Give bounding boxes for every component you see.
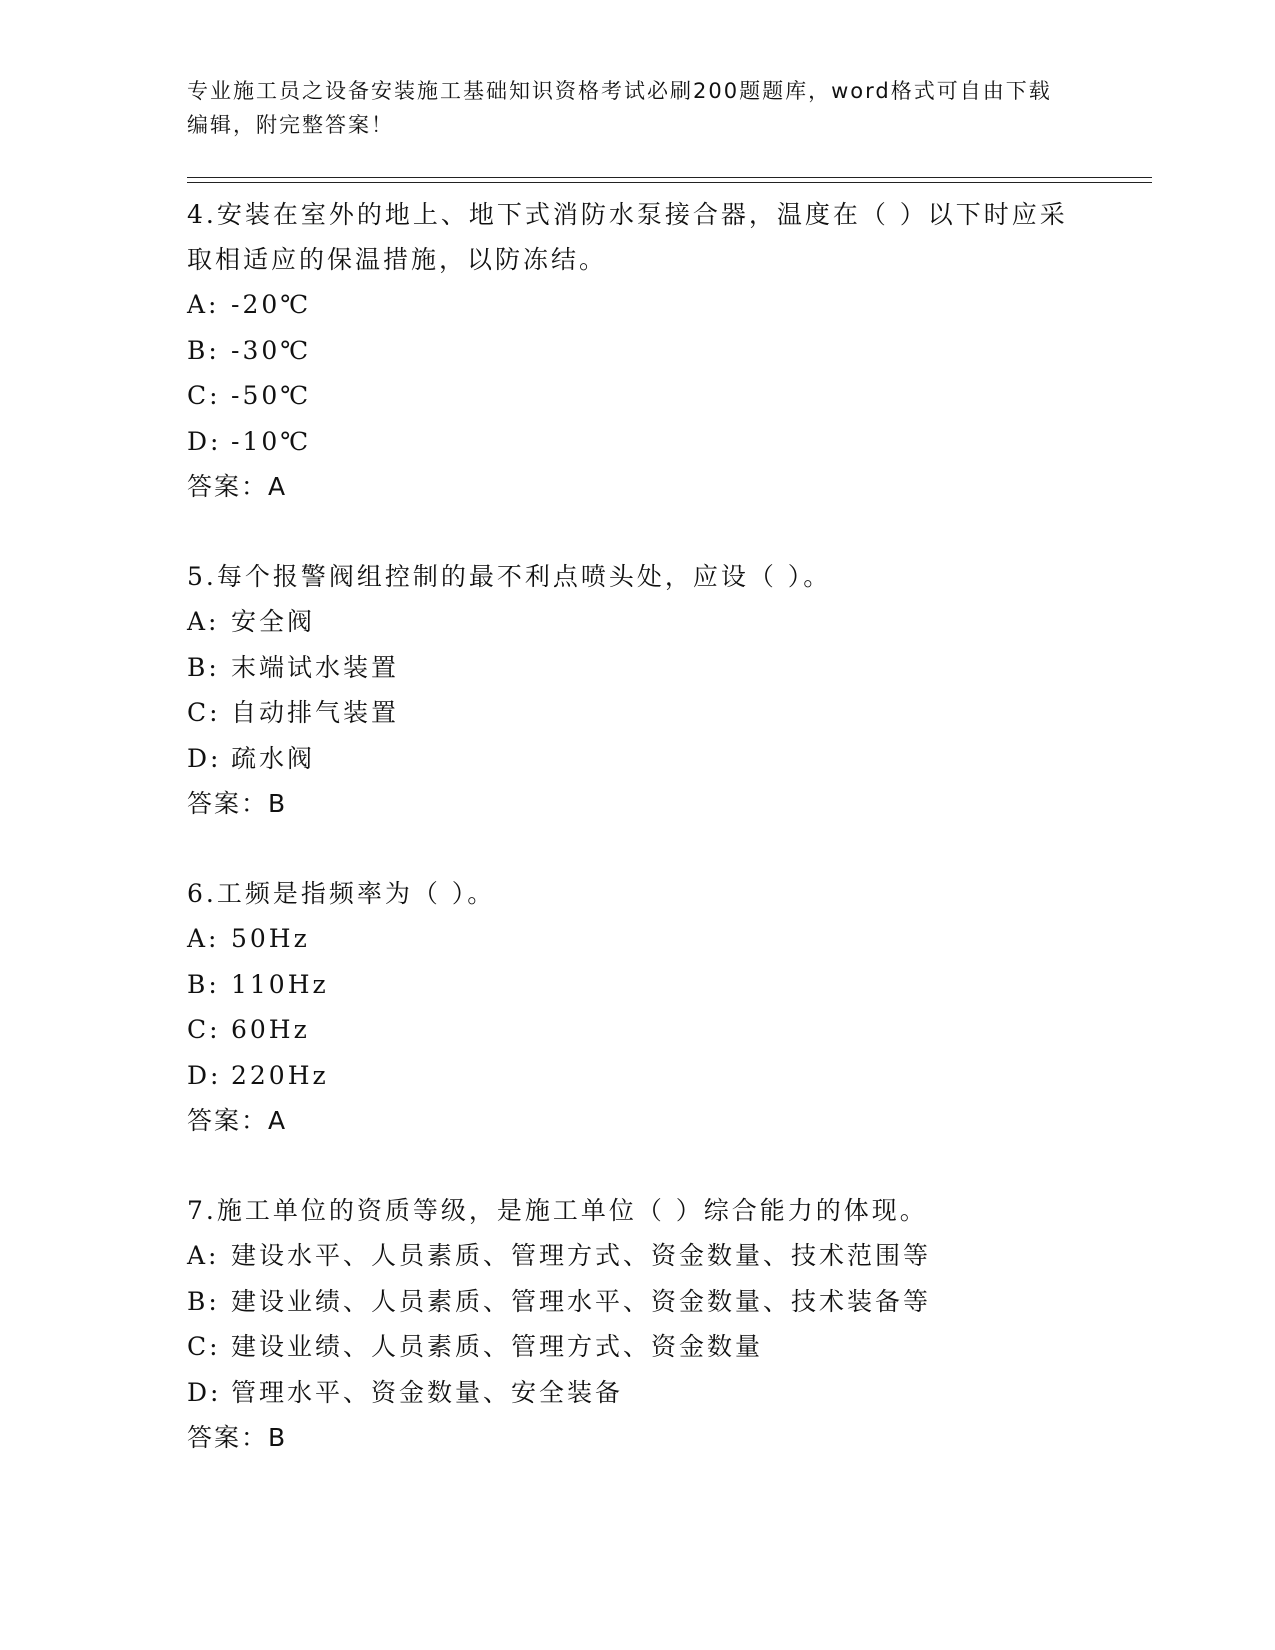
option-a [187, 599, 1087, 645]
option-c [187, 1007, 1087, 1053]
option-a [187, 1233, 1087, 1279]
document-header: 专业施工员之设备安装施工基础知识资格考试必刷200题题库，word格式可自由下载编辑，附完整答案！ [187, 79, 1052, 137]
question-5 [187, 554, 1087, 826]
question-7 [187, 1188, 1087, 1460]
answer-line: 答案：B [187, 1423, 288, 1452]
header-divider-top [187, 177, 1152, 178]
option-key: B: [187, 335, 220, 365]
question-4 [187, 192, 1087, 509]
option-key: D: [187, 426, 222, 456]
option-key: D: [187, 1377, 222, 1407]
option-b [187, 962, 1087, 1008]
option-d [187, 419, 1087, 465]
question-text: 7.施工单位的资质等级，是施工单位（ ）综合能力的体现。 [187, 1196, 928, 1225]
option-key: C: [187, 1015, 221, 1044]
option-key: D: [187, 1060, 222, 1090]
option-text: 末端试水装置 [231, 652, 400, 682]
option-text: 建设业绩、人员素质、管理水平、资金数量、技术装备等 [231, 1286, 932, 1316]
question-text: 6.工频是指频率为（ ）。 [187, 879, 496, 908]
question-list [187, 192, 1087, 1460]
option-b [187, 1279, 1087, 1325]
question-spacer [187, 1143, 1087, 1188]
option-text: 建设水平、人员素质、管理方式、资金数量、技术范围等 [231, 1241, 932, 1270]
option-d [187, 736, 1087, 782]
option-text: 50Hz [231, 924, 310, 953]
option-key: C: [187, 381, 221, 410]
option-text: -50℃ [231, 381, 312, 410]
question-spacer [187, 826, 1087, 871]
header-divider-bottom [187, 182, 1152, 183]
option-c [187, 373, 1087, 419]
option-key: C: [187, 698, 221, 727]
answer-line: 答案：B [187, 789, 288, 818]
answer-line: 答案：A [187, 472, 288, 501]
option-text: -10℃ [231, 426, 312, 456]
option-key: A: [187, 924, 220, 953]
option-key: B: [187, 652, 220, 682]
option-c [187, 1324, 1087, 1370]
question-text: 4.安装在室外的地上、地下式消防水泵接合器，温度在（ ）以下时应采取相适应的保温措施，以防冻结。 [187, 200, 1068, 274]
option-key: C: [187, 1332, 221, 1361]
question-6 [187, 871, 1087, 1143]
option-text: 疏水阀 [231, 743, 316, 773]
option-a [187, 916, 1087, 962]
option-text: 安全阀 [231, 607, 316, 636]
option-text: 管理水平、资金数量、安全装备 [231, 1377, 624, 1407]
option-b [187, 328, 1087, 374]
answer-line: 答案：A [187, 1106, 288, 1135]
question-spacer [187, 509, 1087, 554]
question-text: 5.每个报警阀组控制的最不利点喷头处，应设（ ）。 [187, 562, 832, 591]
option-text: -20℃ [231, 290, 312, 319]
option-key: B: [187, 1286, 220, 1316]
option-text: 220Hz [231, 1060, 329, 1090]
option-c [187, 690, 1087, 736]
option-text: 110Hz [231, 969, 329, 999]
option-key: B: [187, 969, 220, 999]
option-key: D: [187, 743, 222, 773]
option-key: A: [187, 290, 220, 319]
option-a [187, 282, 1087, 328]
option-b [187, 645, 1087, 691]
option-text: 自动排气装置 [231, 698, 400, 727]
option-key: A: [187, 607, 220, 636]
option-text: 建设业绩、人员素质、管理方式、资金数量 [231, 1332, 764, 1361]
option-text: 60Hz [231, 1015, 310, 1044]
option-text: -30℃ [231, 335, 312, 365]
option-d [187, 1370, 1087, 1416]
option-d [187, 1053, 1087, 1099]
option-key: A: [187, 1241, 220, 1270]
